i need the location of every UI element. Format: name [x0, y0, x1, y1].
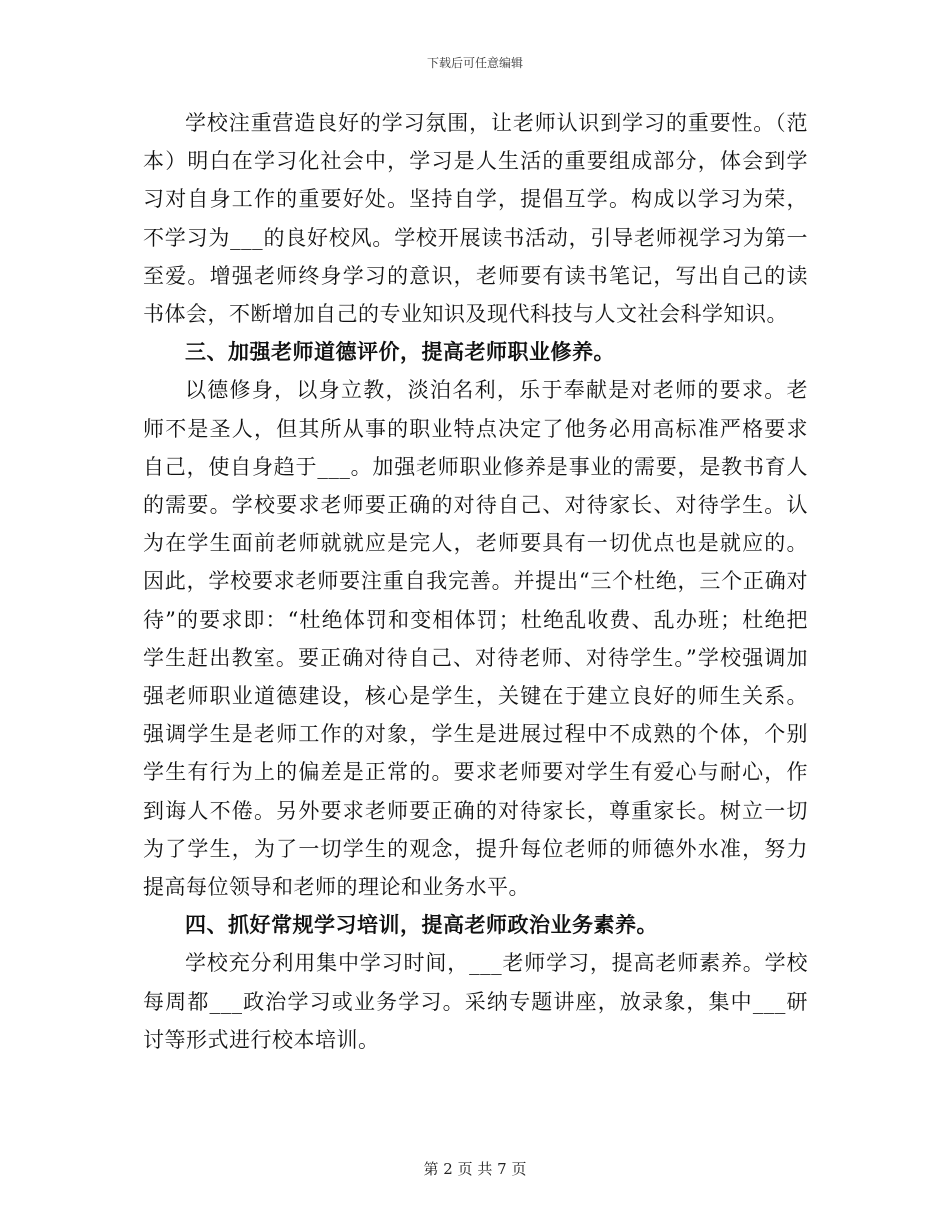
page-header-note: 下载后可任意编辑 — [426, 56, 523, 70]
paragraph-learning-atmosphere: 学校注重营造良好的学习氛围，让老师认识到学习的重要性。（范本）明白在学习化社会中，学习是人生活的重要组成部分，体会到学习对自身工作的重要好处。坚持自学，提倡互学。构成以学习为荣，不学习为___的良好校风。学校开展读书活动，引导老师视学习为第一至爱。增强老师终身学习的意识，老师要有读书笔记，写出自己的读书体会，不断增加自己的专业知识及现代科技与人文社会科学知识。 — [143, 111, 808, 327]
paragraph-routine-training: 学校充分利用集中学习时间，___老师学习，提高老师素养。学校每周都___政治学习或业务学习。采纳专题讲座，放录象，集中___研讨等形式进行校本培训。 — [143, 951, 808, 1052]
page-number: 第 2 页 共 7 页 — [423, 1160, 527, 1178]
section-heading-3: 三、加强老师道德评价，提高老师职业修养。 — [185, 339, 615, 365]
document-body — [143, 104, 808, 1059]
section-heading-4: 四、抓好常规学习培训，提高老师政治业务素养。 — [185, 912, 658, 938]
paragraph-moral-evaluation: 以德修身，以身立教，淡泊名利，乐于奉献是对老师的要求。老师不是圣人，但其所从事的职业特点决定了他务必用高标准严格要求自己，使自身趋于___。加强老师职业修养是事业的需要，是教书育人的需要。学校要求老师要正确的对待自己、对待家长、对待学生。认为在学生面前老师就就应是完人，老师要具有一切优点也是就应的。因此，学校要求老师要注重自我完善。并提出“三个杜绝，三个正确对待”的要求即：“杜绝体罚和变相体罚；杜绝乱收费、乱办班；杜绝把学生赶出教室。要正确对待自己、对待老师、对待学生。”学校强调加强老师职业道德建设，核心是学生，关键在于建立良好的师生关系。强调学生是老师工作的对象，学生是进展过程中不成熟的个体，个别学生有行为上的偏差是正常的。要求老师要对学生有爱心与耐心，作到诲人不倦。另外要求老师要正确的对待家长，尊重家长。树立一切为了学生，为了一切学生的观念，提升每位老师的师德外水准，努力提高每位领导和老师的理论和业务水平。 — [143, 378, 808, 900]
